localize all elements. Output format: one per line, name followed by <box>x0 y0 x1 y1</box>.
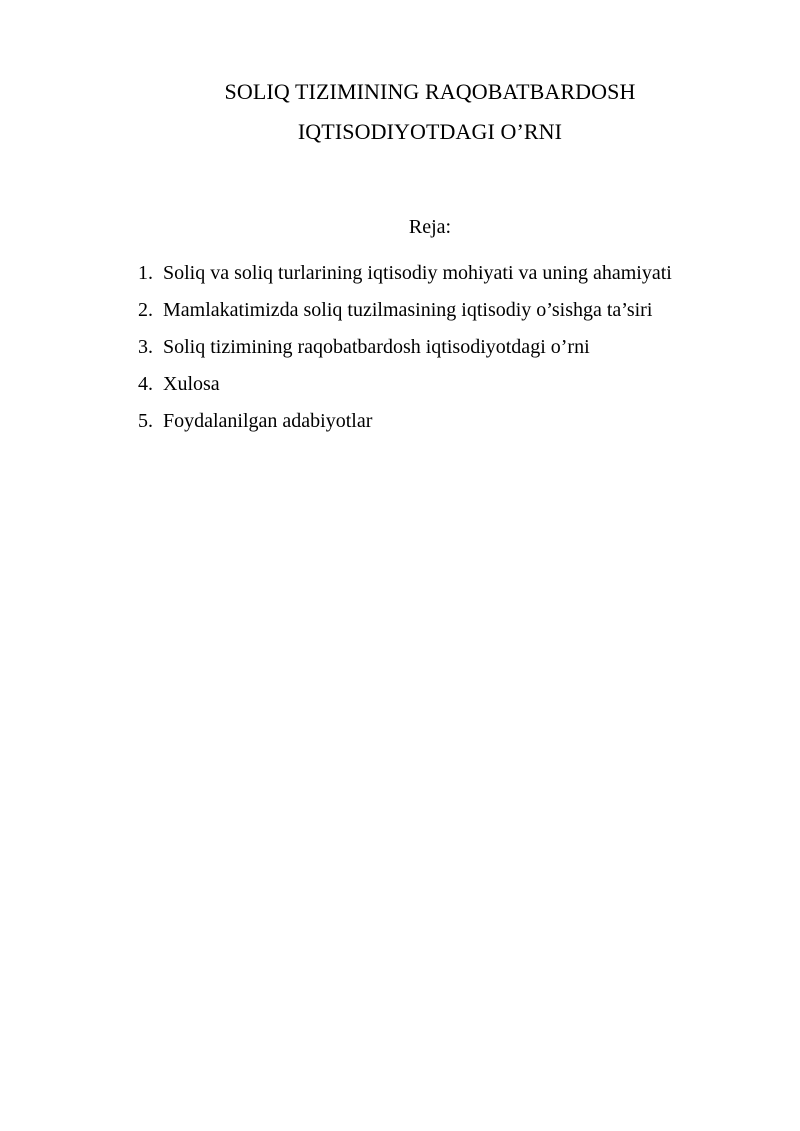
plan-item-text: Mamlakatimizda soliq tuzilmasining iqtisodiy o’sishga ta’siri <box>163 299 653 321</box>
plan-item-text: Foydalanilgan adabiyotlar <box>163 410 373 432</box>
plan-item-number: 4. <box>138 373 153 395</box>
plan-item-number: 1. <box>138 262 153 284</box>
plan-item-4 <box>138 366 738 403</box>
document-title-line-1: SOLIQ TIZIMINING RAQOBATBARDOSH <box>224 79 636 104</box>
plan-item-3 <box>138 329 738 366</box>
plan-item-number: 2. <box>138 299 153 321</box>
plan-heading: Reja: <box>408 216 452 238</box>
plan-item-number: 3. <box>138 336 153 358</box>
plan-list <box>138 255 738 440</box>
plan-item-text: Soliq va soliq turlarining iqtisodiy mohiyati va uning ahamiyati <box>163 262 672 284</box>
plan-item-text: Soliq tizimining raqobatbardosh iqtisodiyotdagi o’rni <box>163 336 590 358</box>
document-title-line-2: IQTISODIYOTDAGI O’RNI <box>297 119 563 144</box>
plan-item-1 <box>138 255 738 292</box>
plan-item-text: Xulosa <box>163 373 220 395</box>
plan-item-5 <box>138 403 738 440</box>
plan-item-2 <box>138 292 738 329</box>
plan-item-number: 5. <box>138 410 153 432</box>
